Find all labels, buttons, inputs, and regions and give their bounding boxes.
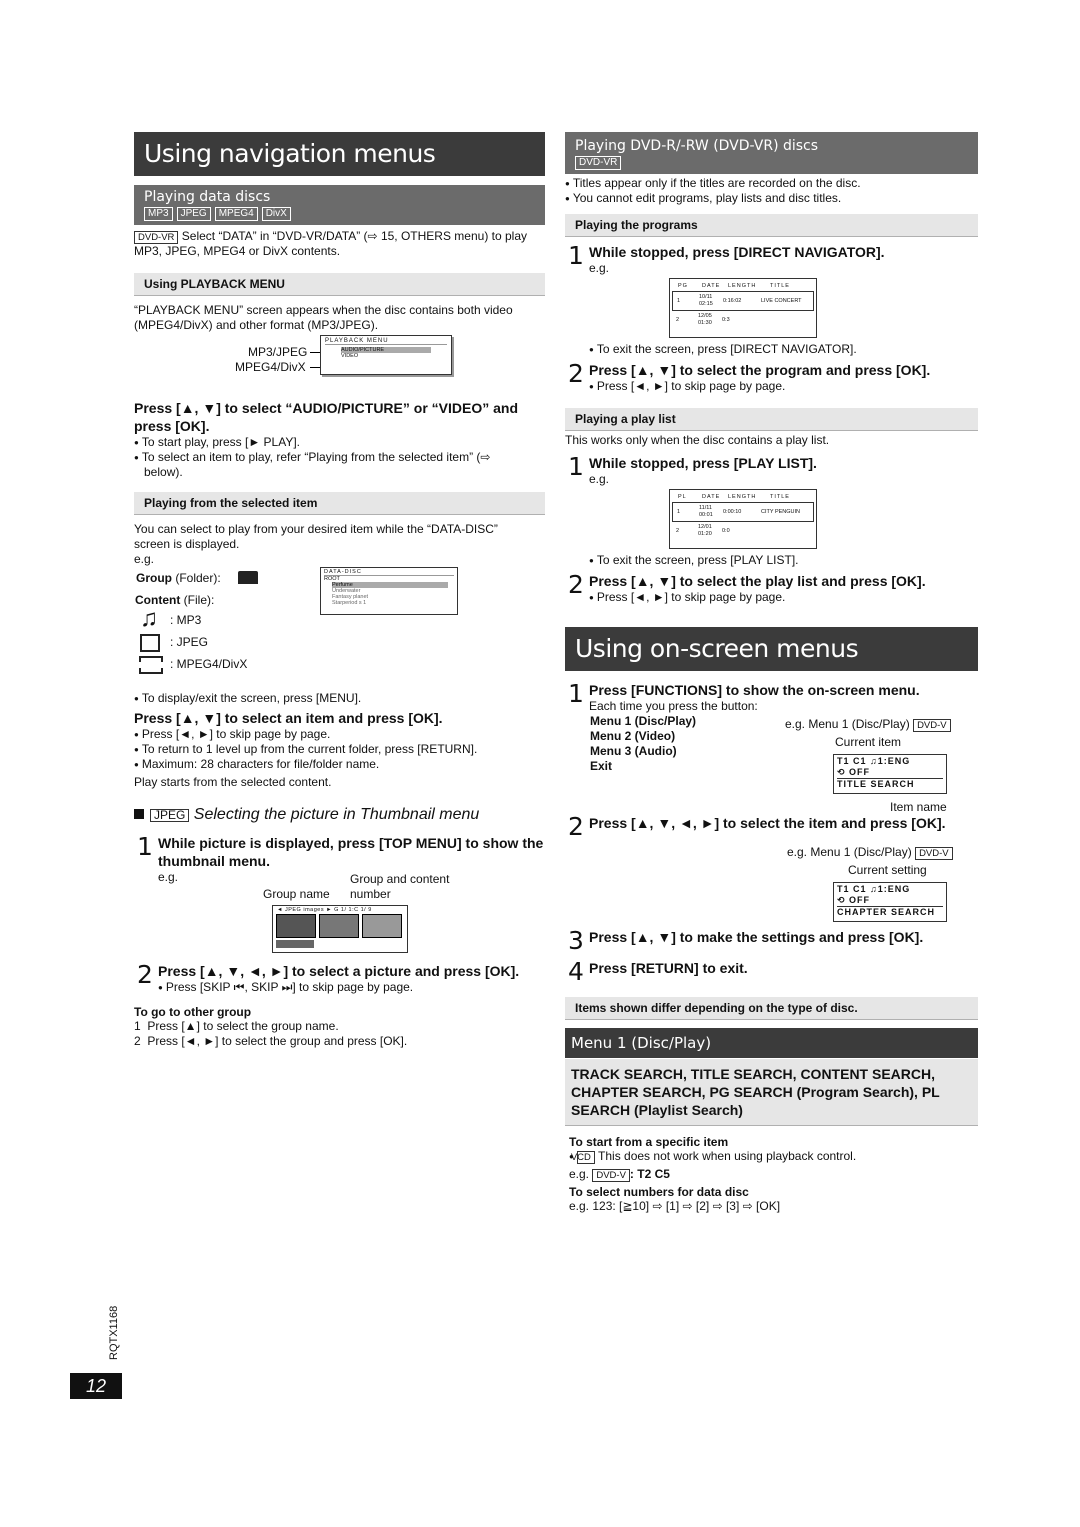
dn-r1-num: 1 (677, 298, 681, 304)
dn-r1-date: 10/11 (699, 294, 713, 300)
current-setting-label: Current setting (848, 863, 927, 877)
tag-dvdvr: DVD-VR (134, 231, 178, 244)
jpeg-icon (140, 634, 160, 652)
dvdvr-bullet-1: ● Titles appear only if the titles are recorded on the disc. (565, 176, 978, 191)
dvdvr-title: Playing DVD-R/-RW (DVD-VR) discs (575, 138, 819, 154)
onscreen-step-2-text: Press [▲, ▼, ◄, ►] to select the item and press [OK]. (589, 815, 946, 831)
programs-step-1-text: While stopped, press [DIRECT NAVIGATOR]. (589, 244, 885, 260)
dn-r2-date: 12/05 (698, 313, 712, 319)
onscreen-step-3: 3 Press [▲, ▼] to make the settings and press [OK]. (565, 928, 978, 946)
left-column (134, 132, 545, 1049)
tag-dvdv-3: DVD-V (592, 1169, 630, 1182)
current-item-label: Current item (835, 735, 902, 749)
thumb-step-1-text: While picture is displayed, press [TOP MENU] to show the thumbnail menu. (158, 835, 544, 869)
menu-1-label: Menu 1 (Disc/Play) (590, 714, 697, 728)
screen-item-video: VIDEO (341, 353, 359, 359)
pl-figure (565, 487, 978, 553)
document-code: RQTX1168 (108, 1305, 120, 1360)
jpeg-legend: : JPEG (170, 635, 209, 649)
programs-step-2: 2 Press [▲, ▼] to select the program and press [OK]. ● Press [◄, ►] to skip page by page. (565, 361, 978, 394)
programs-step-2-text: Press [▲, ▼] to select the program and press [OK]. (589, 362, 931, 378)
film-icon (139, 656, 163, 674)
programs-bar: Playing the programs (565, 214, 978, 237)
menu-3-label: Menu 3 (Audio) (590, 744, 677, 758)
dd-title: DATA-DISC (324, 569, 454, 576)
thumb-group-content-label: Group and content (350, 872, 450, 886)
pl-row-2 (670, 522, 816, 540)
thumb-eg: e.g. (158, 870, 179, 884)
eg-word: e.g. (569, 1167, 590, 1181)
other-group-1-text: Press [▲] to select the group name. (147, 1019, 339, 1033)
programs-step-2-bullet: ● Press [◄, ►] to skip page by page. (589, 379, 978, 394)
select-numbers-heading: To select numbers for data disc (569, 1185, 749, 1199)
playlist-step-2-text: Press [▲, ▼] to select the play list and press [OK]. (589, 573, 926, 589)
selected-heading: Press [▲, ▼] to select an item and press [OK]. (134, 710, 443, 726)
eg-menu1: e.g. Menu 1 (Disc/Play) (785, 717, 910, 731)
programs-step-1: 1 While stopped, press [DIRECT NAVIGATOR]. e.g. (565, 243, 978, 276)
music-note-icon: ♫ (140, 605, 158, 632)
folder-icon (238, 571, 258, 584)
selected-bullet-3: ● Maximum: 28 characters for file/folder name. (134, 757, 545, 772)
data-discs-header (134, 185, 545, 225)
dn-row-1 (672, 291, 814, 311)
items-differ-note: Items shown differ depending on the type of disc. (565, 997, 978, 1020)
eg-menu1-2: e.g. Menu 1 (Disc/Play) (787, 845, 912, 859)
tag-mpeg4: MPEG4 (215, 207, 258, 221)
onscreen-figure-1 (565, 714, 978, 814)
right-column (565, 132, 978, 1214)
thumb-3 (362, 914, 402, 938)
mp3-legend: : MP3 (170, 613, 202, 627)
dn-col-pg: PG (678, 283, 688, 289)
dn-col-title: TITLE (770, 283, 790, 289)
dd-item-4: Starperiod s 1 (332, 600, 367, 606)
thumb-step-2-text: Press [▲, ▼, ◄, ►] to select a picture and press [OK]. (158, 963, 520, 979)
tag-divx: DivX (262, 207, 291, 221)
onscreen-step-4-text: Press [RETURN] to exit. (589, 960, 748, 976)
dd-root: ROOT (324, 576, 340, 582)
playback-heading: Press [▲, ▼] to select “AUDIO/PICTURE” or “VIDEO” and press [OK]. (134, 400, 519, 434)
tag-jpeg-thumb: JPEG (150, 809, 189, 822)
group-word: Group (136, 571, 172, 585)
pl-r2-length: 0:0 (722, 528, 730, 534)
playback-menu-screen (320, 335, 452, 375)
thumb-step-2: 2 Press [▲, ▼, ◄, ►] to select a picture and press [OK]. ● Press [SKIP ⏮, SKIP ⏭] to skip page by page. (134, 962, 545, 995)
dn-figure (565, 276, 978, 342)
thumbnail-screen (272, 905, 408, 953)
thumbnail-title: Selecting the picture in Thumbnail menu (193, 806, 480, 823)
thumb-figure (134, 870, 545, 962)
dn-col-date: DATE (702, 283, 721, 289)
eg-menu1-row (785, 717, 951, 732)
playback-text: “PLAYBACK MENU” screen appears when the disc contains both video (MPEG4/DivX) and other format (MP3/JPEG). (134, 303, 513, 332)
thumb-group-name-label: Group name (263, 887, 330, 901)
pl-r1-date: 11/11 (699, 505, 712, 511)
tag-vcd: VCD (577, 1151, 595, 1164)
playlist-step-2-bullet: ● Press [◄, ►] to skip page by page. (589, 590, 978, 605)
thumb-step-1: 1 While picture is displayed, press [TOP MENU] to show the thumbnail menu. (137, 832, 544, 869)
menu-2-label: Menu 2 (Video) (590, 729, 676, 743)
playlist-eg: e.g. (589, 472, 610, 486)
playlist-step-1: 1 While stopped, press [PLAY LIST]. e.g. (565, 454, 978, 487)
thumbnail-title-row (134, 806, 545, 824)
onscreen-step-1-text: Press [FUNCTIONS] to show the on-screen menu. (589, 682, 920, 698)
start-specific-heading: To start from a specific item (569, 1135, 729, 1149)
vcd-note (565, 1149, 978, 1164)
thumb-number-label: number (350, 887, 391, 901)
data-disc-figure (134, 567, 545, 691)
dd-item-1: Perfume (332, 582, 448, 588)
pl-col-length: LENGTH (728, 494, 757, 500)
pl-col-pl: PL (678, 494, 687, 500)
pl-r2-time: 01:20 (698, 531, 712, 537)
playlist-exit: ● To exit the screen, press [PLAY LIST]. (565, 553, 978, 568)
sd2-row: ⟲ OFF (837, 895, 871, 905)
dn-row-2 (670, 311, 816, 329)
dn-r1-title: LIVE CONCERT (761, 298, 802, 304)
onscreen-step-4: 4 Press [RETURN] to exit. (565, 959, 978, 977)
content-suffix: (File): (183, 593, 215, 607)
select-numbers-example: e.g. 123: [≧10] ⇨ [1] ⇨ [2] ⇨ [3] ⇨ [OK] (569, 1199, 781, 1213)
screen-title: PLAYBACK MENU (325, 338, 447, 345)
pl-row-1 (672, 502, 814, 522)
item-name-label: Item name (890, 800, 947, 814)
programs-exit: ● To exit the screen, press [DIRECT NAVIGATOR]. (565, 342, 978, 357)
label-mp3jpeg: MP3/JPEG (248, 345, 308, 359)
play-list-screen (669, 489, 817, 549)
thumb-4 (276, 940, 314, 948)
dn-r2-length: 0:3 (722, 317, 730, 323)
playback-bullet-2: ● To select an item to play, refer “Playing from the selected item” (⇨ below). (134, 450, 545, 480)
tag-jpeg: JPEG (177, 207, 211, 221)
tag-dvdv-1: DVD-V (913, 719, 951, 732)
dn-r1-time: 02:15 (699, 301, 713, 307)
pl-r1-num: 1 (677, 509, 681, 515)
other-group-heading: To go to other group (134, 1005, 252, 1019)
playlist-bar: Playing a play list (565, 408, 978, 431)
dn-r2-num: 2 (676, 317, 680, 323)
onscreen-step-2: 2 Press [▲, ▼, ◄, ►] to select the item and press [OK]. (565, 814, 978, 832)
playlist-step-2: 2 Press [▲, ▼] to select the play list and press [OK]. ● Press [◄, ►] to skip page by page. (565, 572, 978, 605)
dd-item-2: Underwater (332, 588, 361, 594)
nav-menus-title: Using navigation menus (134, 132, 545, 176)
eg-t2c5 (565, 1167, 978, 1182)
dn-col-length: LENGTH (728, 283, 757, 289)
onscreen-menu-screen-2 (833, 882, 947, 922)
thumb-step-2-bullet: ● Press [SKIP ⏮, SKIP ⏭] to skip page by page. (158, 980, 545, 995)
selected-text: You can select to play from your desired item while the “DATA-DISC” screen is displayed. (134, 522, 498, 551)
onscreen-step-1: 1 Press [FUNCTIONS] to show the on-screen menu. Each time you press the button: (565, 681, 978, 714)
eg-menu1-row-2 (787, 845, 953, 860)
eg-t2c5-val: : T2 C5 (629, 1167, 670, 1181)
intro-text: Select “DATA” in “DVD-VR/DATA” (⇨ 15, OTHERS menu) to play MP3, JPEG, MPEG4 or DivX contents. (134, 229, 527, 258)
dvdvr-bullet-2: ● You cannot edit programs, play lists and disc titles. (565, 191, 978, 206)
sc2-row: ⟲ OFF (837, 767, 871, 777)
sc3-row: TITLE SEARCH (837, 778, 943, 790)
playback-figure (134, 333, 545, 391)
exit-label: Exit (590, 759, 613, 773)
dvdvr-header (565, 132, 978, 174)
thumb-2 (319, 914, 359, 938)
page-number: 12 (70, 1373, 122, 1399)
tag-dvdv-2: DVD-V (915, 847, 953, 860)
data-disc-screen (320, 567, 458, 615)
selected-bullet-0: ● To display/exit the screen, press [MENU]. (134, 691, 545, 706)
pl-r2-num: 2 (676, 528, 680, 534)
tag-dvdvr-right: DVD-VR (575, 156, 621, 170)
sd1-row: T1 C1 ♫1:ENG (837, 884, 911, 894)
thumb-screen-head: ◄ JPEG images ► G 1/ 1:C 1/ 9 (277, 907, 372, 913)
selected-bullet-2: ● To return to 1 level up from the current folder, press [RETURN]. (134, 742, 545, 757)
content-word: Content (135, 593, 181, 607)
selected-bullet-1: ● Press [◄, ►] to skip page by page. (134, 727, 545, 742)
playlist-text: This works only when the disc contains a play list. (565, 433, 830, 447)
pl-r1-time: 00:01 (699, 512, 713, 518)
vcd-note-text: This does not work when using playback control. (598, 1149, 857, 1163)
search-options-box: TRACK SEARCH, TITLE SEARCH, CONTENT SEARCH, CHAPTER SEARCH, PG SEARCH (Program Search), PL SEARCH (Playlist Search) (565, 1059, 978, 1126)
screen-item-audio: AUDIO/PICTURE (341, 347, 431, 353)
mpeg4-legend: : MPEG4/DivX (170, 657, 248, 671)
dd-item-3: Fantasy planet (332, 594, 369, 600)
onscreen-menu-screen-1 (833, 754, 947, 794)
square-bullet-icon (134, 809, 144, 819)
onscreen-title: Using on-screen menus (565, 627, 978, 671)
onscreen-each: Each time you press the button: (589, 699, 758, 713)
pl-col-title: TITLE (770, 494, 790, 500)
sd3-row: CHAPTER SEARCH (837, 906, 943, 918)
playlist-step-1-text: While stopped, press [PLAY LIST]. (589, 455, 817, 471)
selected-end: Play starts from the selected content. (134, 775, 332, 789)
other-group-2-text: Press [◄, ►] to select the group and press [OK]. (147, 1034, 408, 1048)
dn-r1-length: 0:16:02 (723, 298, 742, 304)
group-suffix: (Folder): (175, 571, 221, 585)
thumb-1 (276, 914, 316, 938)
sc1-row: T1 C1 ♫1:ENG (837, 756, 911, 766)
programs-eg: e.g. (589, 261, 610, 275)
playback-bullet-1: ● To start play, press [► PLAY]. (134, 435, 545, 450)
onscreen-step-3-text: Press [▲, ▼] to make the settings and press [OK]. (589, 929, 924, 945)
dn-r2-time: 01:30 (698, 320, 712, 326)
pl-col-date: DATE (702, 494, 721, 500)
data-discs-intro (134, 229, 545, 259)
other-group-1: 1 Press [▲] to select the group name. (134, 1019, 339, 1033)
playback-menu-bar: Using PLAYBACK MENU (134, 273, 545, 296)
group-label (136, 571, 221, 585)
menu1-header: Menu 1 (Disc/Play) (565, 1028, 978, 1058)
tag-mp3: MP3 (144, 207, 173, 221)
pl-r1-length: 0:00:10 (723, 509, 742, 515)
other-group-2: 2 Press [◄, ►] to select the group and press [OK]. (134, 1034, 408, 1048)
direct-navigator-screen (669, 278, 817, 338)
data-discs-title: Playing data discs (144, 189, 271, 205)
onscreen-figure-2 (565, 832, 978, 922)
selected-item-bar: Playing from the selected item (134, 492, 545, 515)
pl-r1-title: CITY PENGUIN (761, 509, 801, 515)
label-mpeg4divx: MPEG4/DivX (235, 360, 306, 374)
pl-r2-date: 12/01 (698, 524, 712, 530)
selected-eg: e.g. (134, 552, 155, 566)
